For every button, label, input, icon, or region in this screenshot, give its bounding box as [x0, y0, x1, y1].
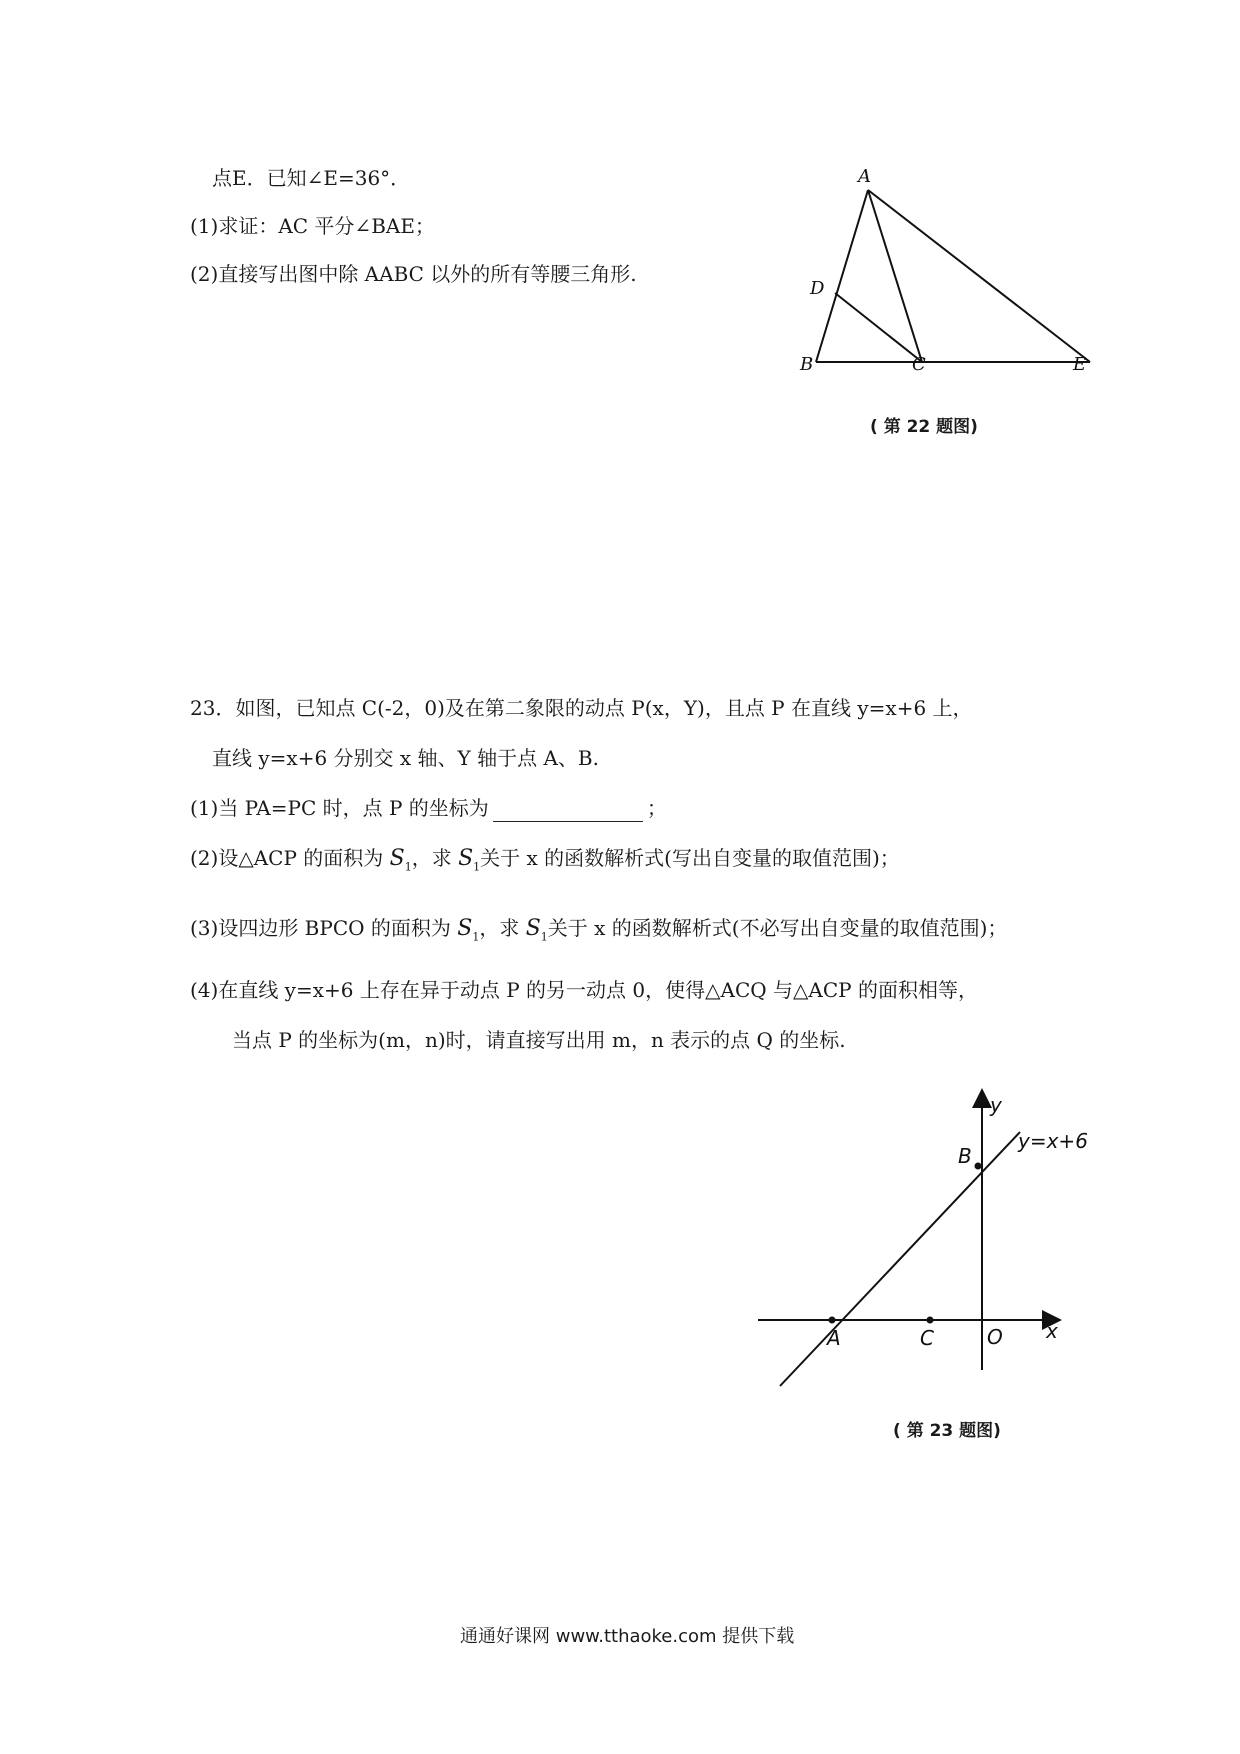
- q23-part4-line2: 当点 P 的坐标为(m，n)时，请直接写出用 m，n 表示的点 Q 的坐标.: [232, 1028, 846, 1052]
- footer-source: 通通好课网 www.tthaoke.com 提供下载: [460, 1626, 795, 1647]
- q23-caption: ( 第 23 题图): [893, 1421, 1001, 1441]
- label-x: x: [1046, 1319, 1058, 1343]
- s1-symbol: $S_1$: [457, 916, 480, 944]
- q23-stem-line2: 直线 y=x+6 分别交 x 轴、Y 轴于点 A、B.: [212, 746, 599, 770]
- label-c: C: [912, 354, 926, 375]
- point-b: [975, 1163, 982, 1170]
- s1-symbol: $S_1$: [525, 916, 548, 944]
- point-c: [927, 1317, 934, 1324]
- q23-part1-end: ；: [646, 796, 667, 820]
- q23-part3-end: 关于 x 的函数解析式(不必写出自变量的取值范围)；: [547, 916, 1008, 940]
- q22-part1: (1)求证：AC 平分∠BAE；: [190, 214, 435, 238]
- label-c: C: [920, 1326, 934, 1350]
- label-b: B: [800, 354, 814, 375]
- label-a: A: [827, 1326, 841, 1350]
- label-a: A: [858, 166, 871, 187]
- label-o: O: [987, 1325, 1003, 1349]
- line-y-eq-x-plus-6: [780, 1132, 1020, 1386]
- s1-symbol: $S_1$: [458, 846, 481, 874]
- q23-part4-line1: (4)在直线 y=x+6 上存在异于动点 P 的另一动点 0，使得△ACQ 与△ACP 的面积相等，: [190, 978, 978, 1002]
- q22-caption: ( 第 22 题图): [870, 417, 978, 437]
- label-e: E: [1073, 354, 1087, 375]
- label-d: D: [810, 278, 825, 299]
- q22-condition: 点E．已知∠E=36°．: [212, 166, 411, 190]
- q23-stem-line1: 23．如图，已知点 C(-2，0)及在第二象限的动点 P(x，Y)，且点 P 在直线 y=x+6 上，: [190, 696, 973, 720]
- label-y: y: [990, 1093, 1002, 1117]
- line-label: y=x+6: [1018, 1129, 1088, 1153]
- q23-part1-text: (1)当 PA=PC 时，点 P 的坐标为: [190, 796, 489, 820]
- q23-part2-text: (2)设△ACP 的面积为: [190, 846, 384, 870]
- point-a: [829, 1317, 836, 1324]
- q23-part2-end: 关于 x 的函数解析式(写出自变量的取值范围)；: [480, 846, 900, 870]
- q22-part2: (2)直接写出图中除 AABC 以外的所有等腰三角形.: [190, 262, 637, 286]
- s1-symbol: $S_1$: [389, 846, 412, 874]
- q23-part2-mid: ，求: [411, 846, 452, 870]
- q23-part3-text: (3)设四边形 BPCO 的面积为: [190, 916, 451, 940]
- q23-part3-mid: ，求: [479, 916, 520, 940]
- label-b: B: [958, 1144, 972, 1168]
